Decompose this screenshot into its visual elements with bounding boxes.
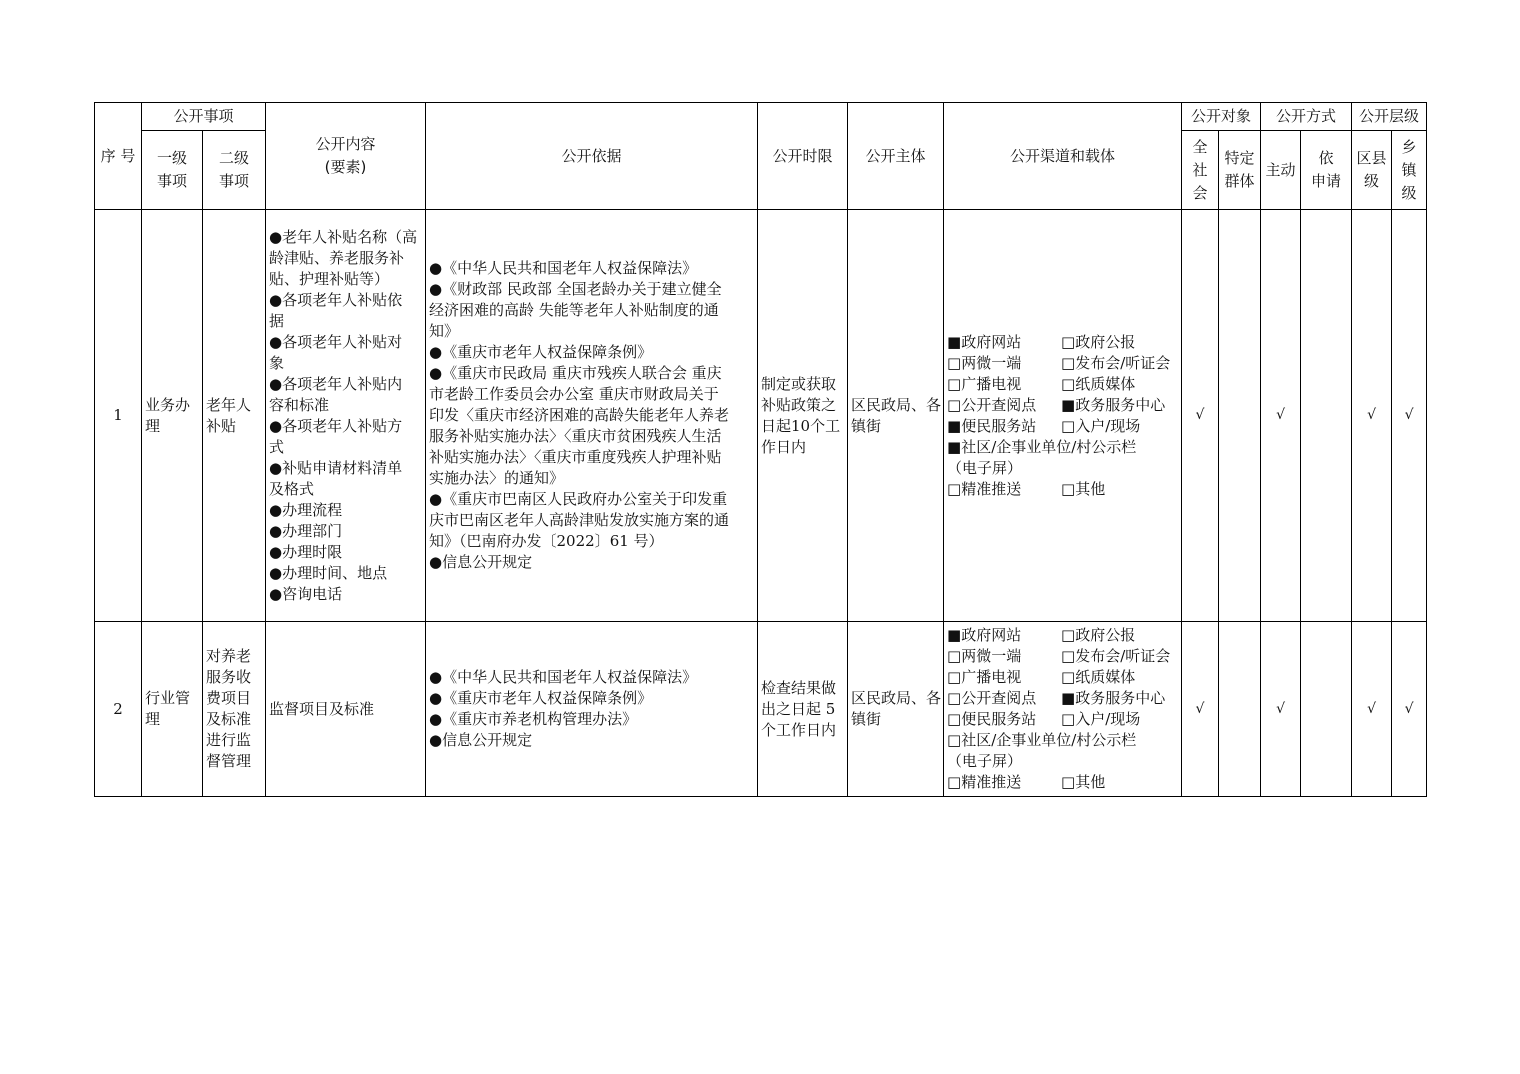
header-content: [266, 103, 426, 210]
header-line: 特定: [1224, 149, 1255, 167]
header-target-all: [1182, 131, 1219, 210]
row-content-line: 及格式: [269, 479, 315, 498]
row-target-all-check: √: [1182, 210, 1219, 622]
header-method-apply: [1301, 131, 1352, 210]
channel-line: [947, 479, 1178, 500]
channel-option: ■政务服务中心: [1061, 689, 1166, 707]
header-level1: [142, 131, 203, 210]
channel-option: ■政府网站: [947, 332, 1022, 351]
row-seq: 2: [95, 622, 142, 797]
channel-line: [947, 709, 1178, 730]
row-content-line: ●咨询电话: [269, 584, 343, 603]
channel-option: □公开查阅点: [947, 689, 1037, 707]
channel-option: ■政务服务中心: [1061, 395, 1166, 414]
channel-line: [947, 667, 1178, 688]
row-level1: [142, 210, 203, 622]
channel-line: [947, 353, 1178, 374]
header-channel: 公开渠道和载体: [944, 103, 1182, 210]
channel-option: □两微一端: [947, 353, 1022, 372]
row-basis-line: ●《重庆市老年人权益保障条例》: [429, 689, 653, 707]
header-line: 区县: [1356, 149, 1387, 167]
channel-option: □公开查阅点: [947, 395, 1037, 414]
channel-option: □广播电视: [947, 374, 1022, 393]
header-method-active: 主动: [1261, 131, 1301, 210]
header-line: 社: [1192, 160, 1208, 179]
row-content-line: ●办理部门: [269, 521, 343, 540]
row-level-county-check: √: [1352, 210, 1392, 622]
row-content-line: 式: [269, 437, 285, 456]
row-basis-line: ●《财政部 民政部 全国老龄办关于建立健全: [429, 280, 722, 298]
header-line: 公开内容: [315, 135, 376, 153]
channel-option: □发布会/听证会: [1061, 353, 1171, 372]
channel-option: □入户/现场: [1061, 710, 1141, 728]
row-content-line: ●各项老年人补贴依: [269, 290, 403, 309]
channel-line: [947, 751, 1178, 772]
row-level2-line: 对养老: [206, 647, 252, 665]
channel-option: □两微一端: [947, 647, 1022, 665]
row-basis-line: ●《重庆市老年人权益保障条例》: [429, 343, 653, 361]
channel-option: ■政府网站: [947, 626, 1022, 644]
row-basis-line: 服务补贴实施办法〉〈重庆市贫困残疾人生活: [429, 427, 722, 445]
header-line: 镇: [1401, 160, 1417, 179]
header-line: 二级: [219, 149, 250, 167]
row-content-line: 象: [269, 353, 285, 372]
row-basis-line: 印发〈重庆市经济困难的高龄失能老年人养老: [429, 406, 730, 424]
header-line: (要素): [324, 158, 367, 176]
row-content-line: 容和标准: [269, 395, 330, 414]
row-content-line: 据: [269, 311, 285, 330]
row-content-line: 龄津贴、养老服务补: [269, 248, 405, 267]
header-level-county: [1352, 131, 1392, 210]
channel-line: [947, 730, 1178, 751]
channel-line: [947, 416, 1178, 437]
row-time-limit-line: 补贴政策之: [761, 395, 837, 414]
row-time-limit-line: 个工作日内: [761, 720, 837, 739]
row-content-line: ●办理时限: [269, 542, 343, 561]
row-level2-line: 补贴: [206, 416, 237, 435]
header-line: 全: [1192, 137, 1208, 156]
row-basis-line: 补贴实施办法〉〈重庆市重度残疾人护理补贴: [429, 448, 722, 466]
header-basis: 公开依据: [426, 103, 758, 210]
row-content: [266, 210, 426, 622]
row-level-town-check: √: [1392, 210, 1427, 622]
header-level: 公开层级: [1352, 103, 1427, 131]
row-content-line: ●各项老年人补贴内: [269, 374, 403, 393]
row-content-line: ●办理时间、地点: [269, 563, 388, 582]
row-basis-line: 市老龄工作委员会办公室 重庆市财政局关于: [429, 385, 719, 403]
header-line: 会: [1192, 183, 1208, 202]
channel-line: [947, 374, 1178, 395]
channel-option: □发布会/听证会: [1061, 647, 1171, 665]
channel-option: （电子屏）: [947, 752, 1023, 770]
header-line: 依: [1318, 149, 1334, 167]
row-method-active-check: √: [1261, 210, 1301, 622]
row-time-limit-line: 检查结果做: [761, 678, 837, 697]
channel-option: □政府公报: [1061, 332, 1136, 351]
row-channel: [944, 210, 1182, 622]
row-content-line: ●办理流程: [269, 500, 343, 519]
header-level2: [203, 131, 266, 210]
row-level2-line: 督管理: [206, 752, 252, 770]
header-line: 事项: [219, 172, 250, 190]
row-time-limit-line: 出之日起 5: [761, 699, 836, 718]
channel-option: ■便民服务站: [947, 416, 1037, 435]
row-content-line: ●各项老年人补贴方: [269, 416, 403, 435]
header-line: 级: [1364, 172, 1380, 190]
row-content-line: ●各项老年人补贴对: [269, 332, 403, 351]
row-time-limit-line: 日起10个工: [761, 416, 841, 435]
row-basis-line: 实施办法〉的通知》: [429, 469, 565, 487]
row-level2-line: 进行监: [206, 731, 252, 749]
header-line: 乡: [1401, 137, 1417, 156]
channel-line: [947, 688, 1178, 709]
header-level-town: [1392, 131, 1427, 210]
row-basis-line: 知》（巴南府办发〔2022〕61 号）: [429, 532, 664, 550]
row-basis-line: ●《重庆市巴南区人民政府办公室关于印发重: [429, 490, 728, 508]
row-subject-line: 区民政局、各: [851, 689, 942, 707]
channel-line: [947, 772, 1178, 793]
row-content-line: 贴、护理补贴等）: [269, 269, 390, 288]
row-level1-line: 理: [145, 416, 161, 435]
table-row: [95, 210, 1427, 622]
row-basis-line: ●《中华人民共和国老年人权益保障法》: [429, 259, 698, 277]
header-matters: 公开事项: [142, 103, 266, 131]
row-level2: [203, 210, 266, 622]
channel-line: [947, 332, 1178, 353]
header-seq: 序 号: [95, 103, 142, 210]
channel-option: □便民服务站: [947, 710, 1037, 728]
row-basis-line: 经济困难的高龄 失能等老年人补贴制度的通: [429, 301, 719, 319]
row-basis-line: ●《重庆市民政局 重庆市残疾人联合会 重庆: [429, 364, 722, 382]
header-line: 事项: [156, 172, 187, 190]
channel-option: □其他: [1061, 773, 1106, 791]
row-basis-line: 知》: [429, 322, 460, 340]
channel-option: □政府公报: [1061, 626, 1136, 644]
row-basis-line: ●《中华人民共和国老年人权益保障法》: [429, 668, 698, 686]
row-seq: 1: [95, 210, 142, 622]
channel-line: [947, 458, 1178, 479]
row-subject-line: 区民政局、各: [851, 395, 942, 414]
row-content-line: ●补贴申请材料清单: [269, 458, 403, 477]
row-subject: [848, 622, 944, 797]
disclosure-table-sheet: [94, 102, 1426, 797]
channel-line: [947, 646, 1178, 667]
row-content-line: ●老年人补贴名称（高: [269, 227, 418, 246]
row-target-group-check: [1219, 622, 1261, 797]
row-subject-line: 镇街: [851, 710, 882, 728]
header-line: 级: [1401, 183, 1417, 202]
row-level-county-check: √: [1352, 622, 1392, 797]
channel-option: □精准推送: [947, 479, 1022, 498]
row-level2-line: 费项目: [206, 689, 252, 707]
row-level2-line: 老年人: [206, 395, 252, 414]
row-target-all-check: √: [1182, 622, 1219, 797]
row-level2-line: 及标准: [206, 710, 252, 728]
row-time-limit: [758, 622, 848, 797]
table-row: [95, 622, 1427, 797]
channel-option: □其他: [1061, 479, 1106, 498]
header-method: 公开方式: [1261, 103, 1352, 131]
channel-option: ■社区/企事业单位/村公示栏: [947, 437, 1137, 456]
row-level-town-check: √: [1392, 622, 1427, 797]
row-level1: [142, 622, 203, 797]
header-line: 一级: [156, 149, 187, 167]
row-subject: [848, 210, 944, 622]
channel-option: □精准推送: [947, 773, 1022, 791]
header-line: 群体: [1224, 172, 1255, 190]
disclosure-table: [94, 102, 1427, 797]
channel-option: □社区/企事业单位/村公示栏: [947, 731, 1137, 749]
row-content-line: 监督项目及标准: [269, 699, 375, 718]
header-time-limit: 公开时限: [758, 103, 848, 210]
header-target: 公开对象: [1182, 103, 1261, 131]
header-subject: 公开主体: [848, 103, 944, 210]
row-basis: [426, 622, 758, 797]
row-time-limit-line: 制定或获取: [761, 374, 837, 393]
row-level1-line: 业务办: [145, 395, 191, 414]
row-method-apply-check: [1301, 210, 1352, 622]
row-method-apply-check: [1301, 622, 1352, 797]
row-level2-line: 服务收: [206, 668, 252, 686]
channel-option: □纸质媒体: [1061, 374, 1136, 393]
row-content: [266, 622, 426, 797]
channel-option: □广播电视: [947, 668, 1022, 686]
row-channel: [944, 622, 1182, 797]
channel-option: □纸质媒体: [1061, 668, 1136, 686]
row-basis-line: ●《重庆市养老机构管理办法》: [429, 710, 638, 728]
row-basis: [426, 210, 758, 622]
header-target-group: [1219, 131, 1261, 210]
row-method-active-check: √: [1261, 622, 1301, 797]
header-line: 申请: [1311, 172, 1342, 190]
channel-line: [947, 625, 1178, 646]
row-basis-line: ●信息公开规定: [429, 731, 533, 749]
row-level2: [203, 622, 266, 797]
row-time-limit: [758, 210, 848, 622]
channel-line: [947, 395, 1178, 416]
channel-option: □入户/现场: [1061, 416, 1141, 435]
channel-option: （电子屏）: [947, 458, 1023, 477]
row-basis-line: ●信息公开规定: [429, 553, 533, 571]
row-target-group-check: [1219, 210, 1261, 622]
row-subject-line: 镇街: [851, 416, 882, 435]
channel-line: [947, 437, 1178, 458]
row-level1-line: 行业管: [145, 689, 191, 707]
row-level1-line: 理: [145, 710, 161, 728]
row-basis-line: 庆市巴南区老年人高龄津贴发放实施方案的通: [429, 511, 730, 529]
row-time-limit-line: 作日内: [761, 437, 807, 456]
